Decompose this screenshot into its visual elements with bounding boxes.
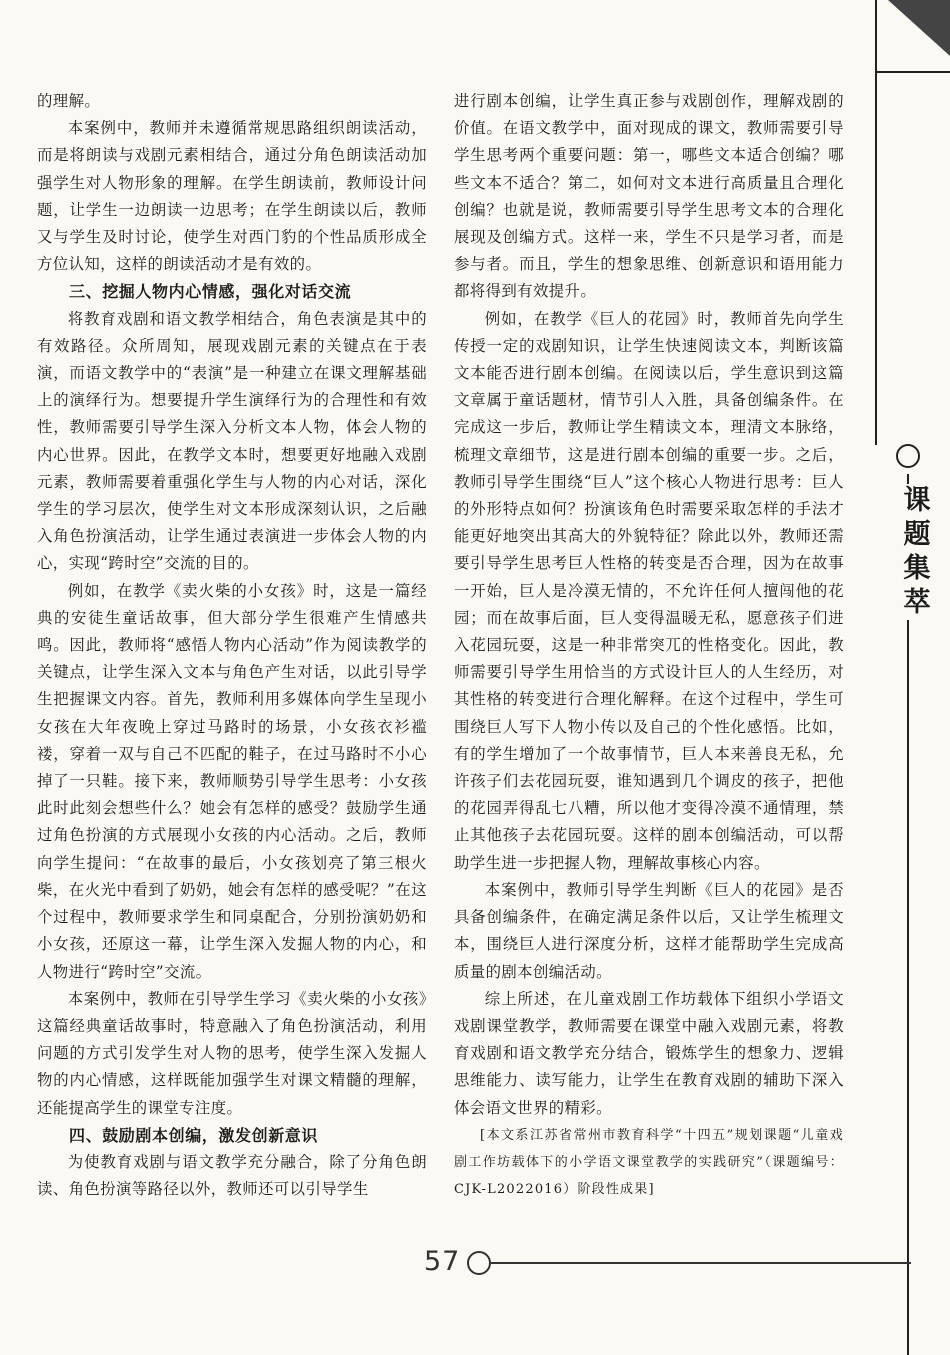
paragraph: 本案例中，教师在引导学生学习《卖火柴的小女孩》这篇经典童话故事时，特意融入了角色扮演活动，利用问题的方式引发学生对人物的思考，使学生深入发掘人物的内心情感，这样既能加强学生对课文精髓的理解，还能提高学生的课堂专注度。 [37,989,427,1117]
section-heading: 三、挖掘人物内心情感，强化对话交流 [69,282,352,302]
section-label-char: 题 [903,519,931,550]
section-label-char: 课 [903,485,931,516]
section-circle-icon [896,444,920,468]
section-label-char: 集 [903,553,931,584]
footer-rule [491,1262,911,1264]
paragraph: 将教育戏剧和语文教学相结合，角色表演是其中的有效路径。众所周知，展现戏剧元素的关键点在于表演，而语文教学中的“表演”是一种建立在课文理解基础上的演绎行为。想要提升学生演绎行为的合理性和有效性，教师需要引导学生深入分析文本人物，体会人物的内心世界。因此，在教学文本时，想要更好地融入戏剧元素，教师需要着重强化学生与人物的内心对话，深化学生的学习层次，使学生对文本形成深刻认识，之后融入角色扮演活动，让学生通过表演进一步体会人物的内心，实现“跨时空”交流的目的。 [37,309,427,573]
left-column [37,88,427,1203]
page-number: 57 [424,1246,461,1277]
funding-note: [本文系江苏省常州市教育科学“十四五”规划课题“儿童戏剧工作坊载体下的小学语文课堂教学的实践研究”（课题编号：CJK-L2022016）阶段性成果] [454,1127,844,1197]
corner-triangle-icon [880,0,950,70]
paragraph: 综上所述，在儿童戏剧工作坊载体下组织小学语文戏剧课堂教学，教师需要在课堂中融入戏剧元素，将教育戏剧和语文教学充分结合，锻炼学生的想象力、逻辑思维能力、读写能力，让学生在教育戏剧的辅助下深入体会语文世界的精彩。 [454,989,844,1117]
page-circle-icon [467,1251,491,1275]
paragraph: 本案例中，教师并未遵循常规思路组织朗读活动，而是将朗读与戏剧元素相结合，通过分角色朗读活动加强学生对人物形象的理解。在学生朗读前，教师设计问题，让学生一边朗读一边思考；在学生朗读以后，教师又与学生及时讨论，使学生对西门豹的个性品质形成全方位认知，这样的朗读活动才是有效的。 [37,119,427,274]
paragraph: 本案例中，教师引导学生判断《巨人的花园》是否具备创编条件，在确定满足条件以后，又让学生梳理文本，围绕巨人进行深度分析，这样才能帮助学生完成高质量的剧本创编活动。 [454,880,844,981]
paragraph: 例如，在教学《巨人的花园》时，教师首先向学生传授一定的戏剧知识，让学生快速阅读文本，判断该篇文本能否进行剧本创编。在阅读以后，学生意识到这篇文章属于童话题材，情节引人入胜，具备创编条件。在完成这一步后，教师让学生精读文本，理清文本脉络，梳理文章细节，这是进行剧本创编的重要一步。之后，教师引导学生围绕“巨人”这个核心人物进行思考：巨人的外形特点如何？扮演该角色时需要采取怎样的手法才能更好地突出其高大的外貌特征？除此以外，教师还需要引导学生思考巨人性格的转变是否合理，因为在故事一开始，巨人是冷漠无情的，不允许任何人擅闯他的花园；而在故事后面，巨人变得温暖无私，愿意孩子们进入花园玩耍，这是一种非常突兀的性格变化。因此，教师需要引导学生用恰当的方式设计巨人的人生经历，对其性格的转变进行合理化解释。在这个过程中，学生可围绕巨人写下人物小传以及自己的个性化感悟。比如，有的学生增加了一个故事情节，巨人本来善良无私，允许孩子们去花园玩耍，谁知遇到几个调皮的孩子，把他的花园弄得乱七八糟，所以他才变得冷漠不通情理，禁止其他孩子去花园玩耍。这样的剧本创编活动，可以帮助学生进一步把握人物，理解故事核心内容。 [454,309,844,872]
paragraph: 进行剧本创编，让学生真正参与戏剧创作，理解戏剧的价值。在语文教学中，面对现成的课文，教师需要引导学生思考两个重要问题：第一，哪些文本适合创编？哪些文本不适合？第二，如何对文本进行高质量且合理化创编？也就是说，教师需要引导学生思考文本的合理化展现及创编方式。这样一来，学生不只是学习者，而是参与者。而且，学生的想象思维、创新意识和语用能力都将得到有效提升。 [454,92,844,301]
paragraph: 为使教育戏剧与语文教学充分融合，除了分角色朗读、角色扮演等路径以外，教师还可以引导学生 [37,1152,427,1199]
margin-rule-top [875,0,877,445]
section-heading: 四、鼓励剧本创编，激发创新意识 [69,1125,319,1145]
paragraph: 的理解。 [37,92,101,110]
paragraph: 例如，在教学《卖火柴的小女孩》时，这是一篇经典的安徒生童话故事，但大部分学生很难产生情感共鸣。因此，教师将“感悟人物内心活动”作为阅读教学的关键点，让学生深入文本与角色产生对话，以此引导学生把握课文内容。首先，教师利用多媒体向学生呈现小女孩在大年夜晚上穿过马路时的场景，小女孩衣衫褴褛，穿着一双与自己不匹配的鞋子，在过马路时不小心掉了一只鞋。接下来，教师顺势引导学生思考：小女孩此时此刻会想些什么？她会有怎样的感受？鼓励学生通过角色扮演的方式展现小女孩的内心活动。之后，教师向学生提问：“在故事的最后，小女孩划亮了第三根火柴，在火光中看到了奶奶，她会有怎样的感受呢？”在这个过程中，教师要求学生和同桌配合，分别扮演奶奶和小女孩，还原这一幕，让学生深入发掘人物的内心，和人物进行“跨时空”交流。 [37,581,427,981]
right-column [454,88,844,1203]
corner-rule [875,71,950,73]
section-label [898,484,936,620]
section-label-char: 萃 [903,587,931,618]
